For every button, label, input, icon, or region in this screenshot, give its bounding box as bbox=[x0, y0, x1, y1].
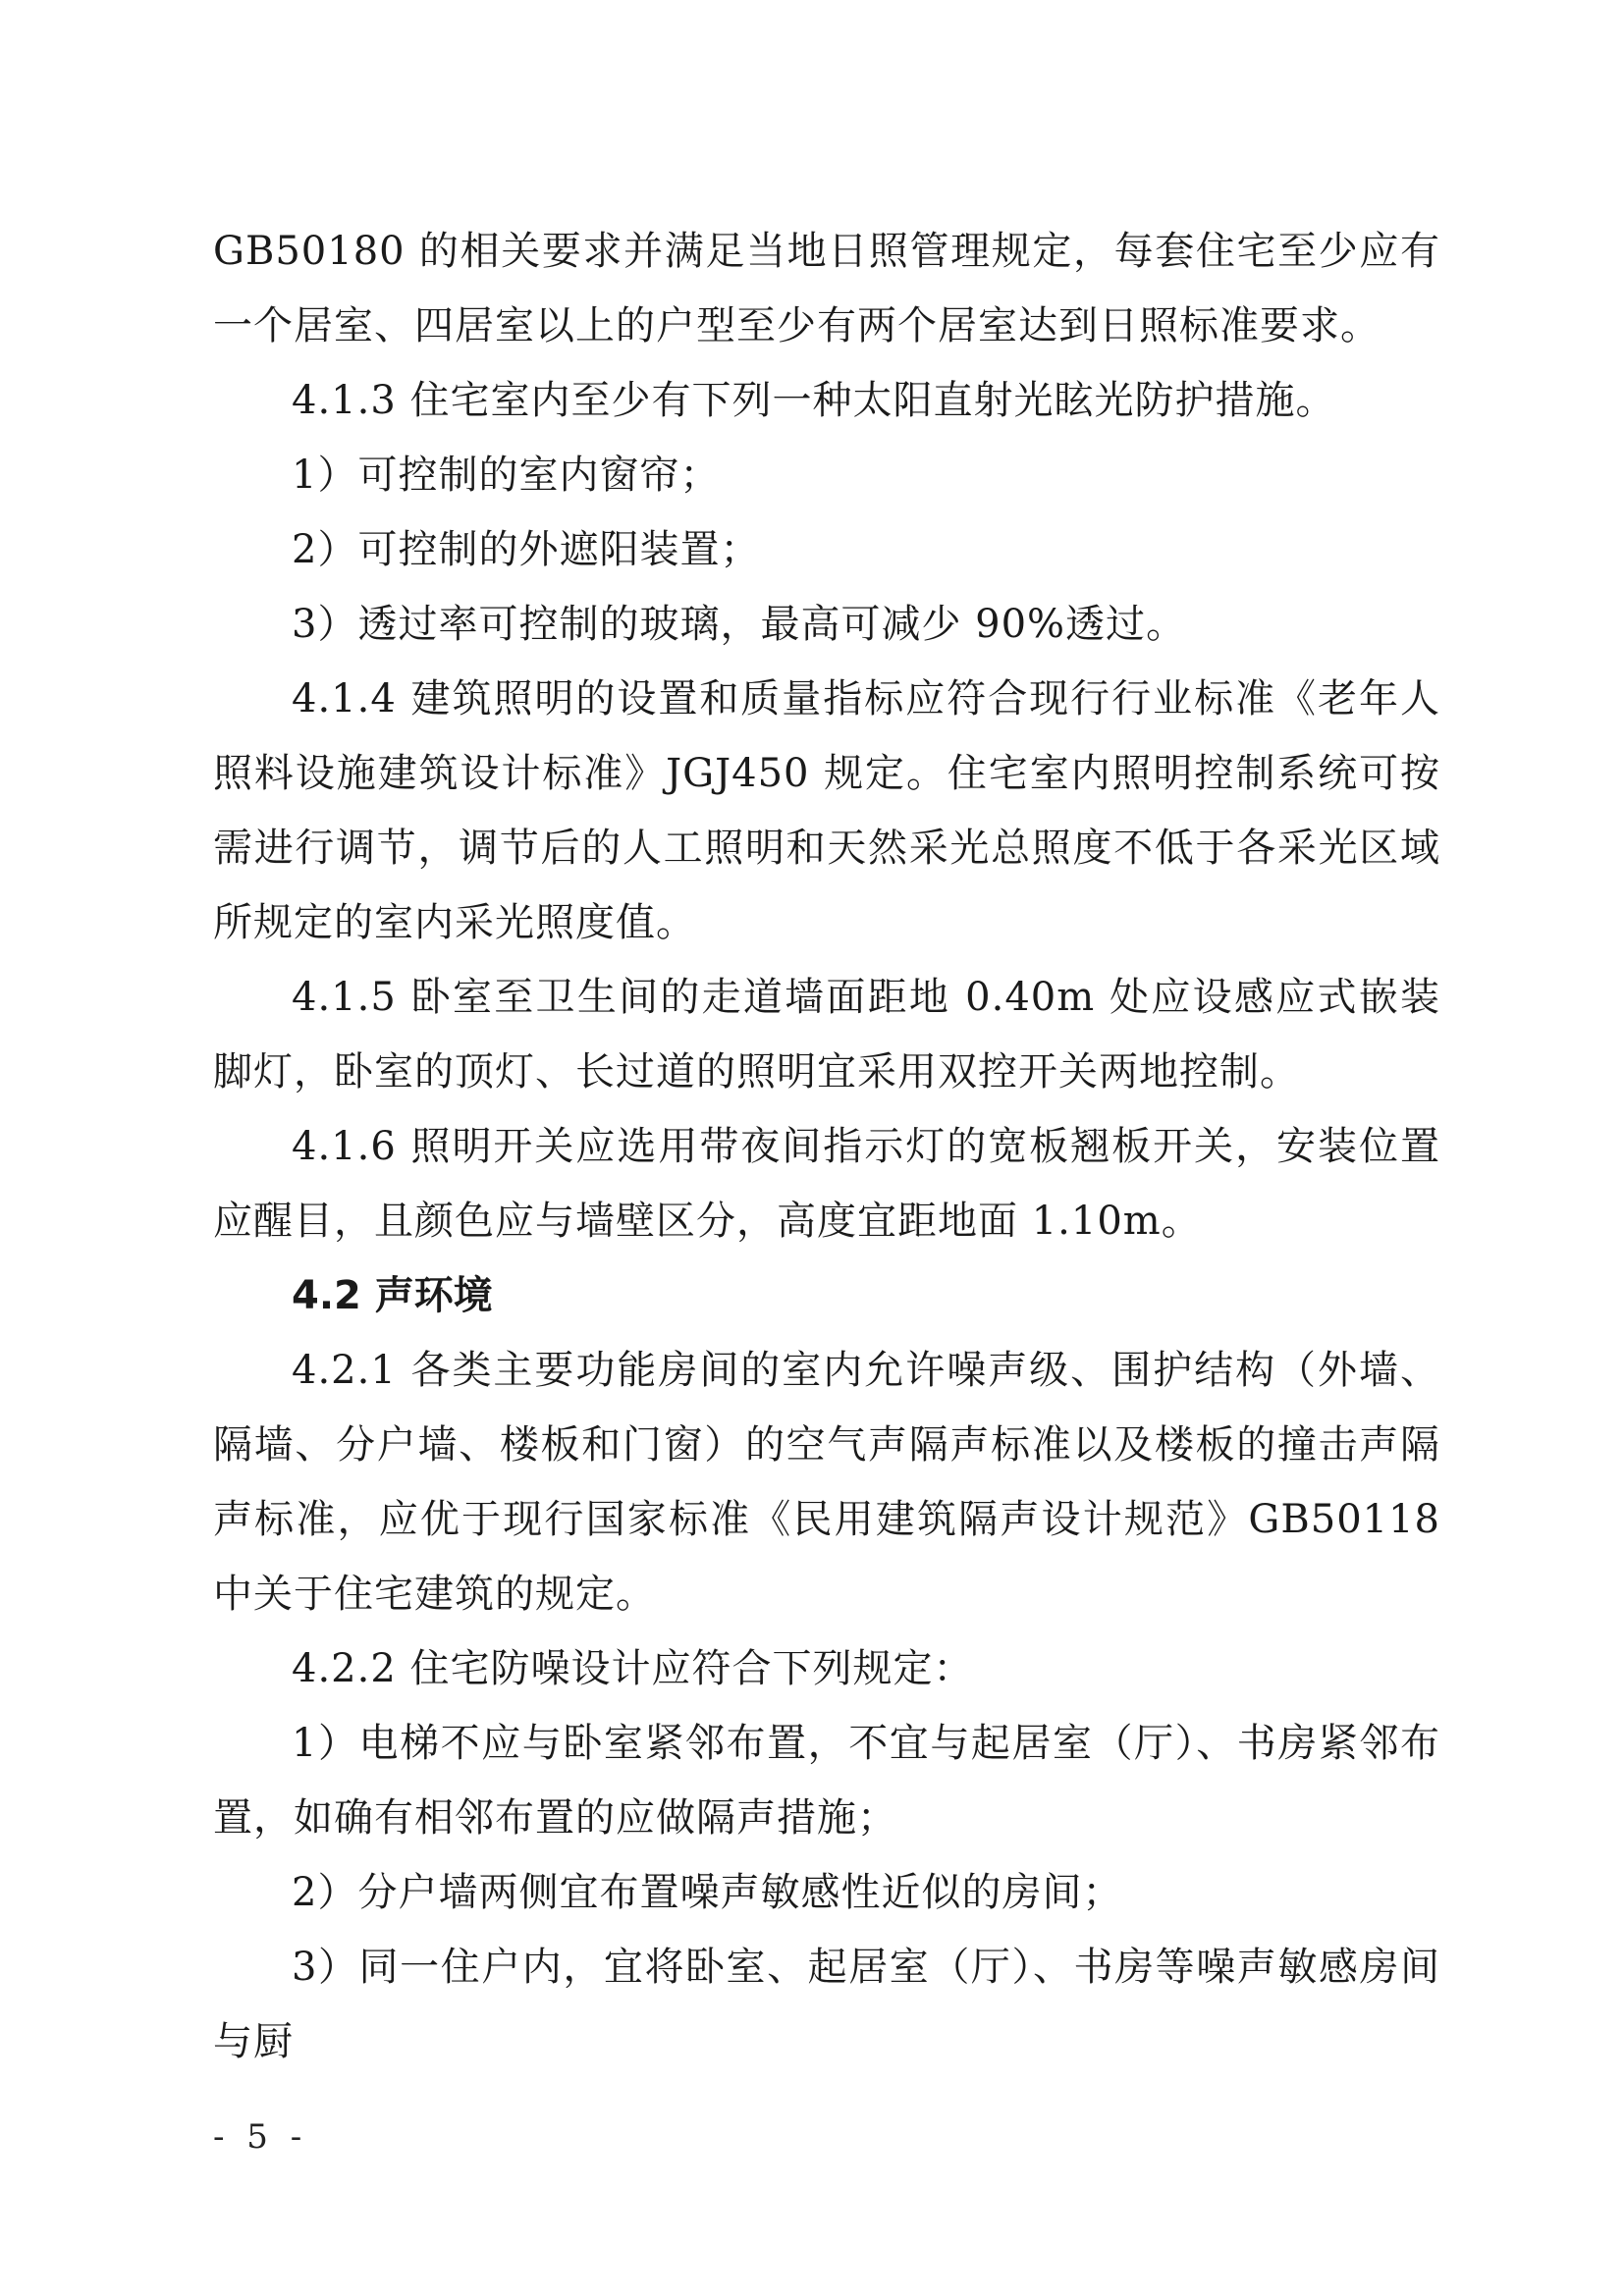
clause-4-2-1: 4.2.1 各类主要功能房间的室内允许噪声级、围护结构（外墙、隔墙、分户墙、楼板和门窗）的空气声隔声标准以及楼板的撞击声隔声标准，应优于现行国家标准《民用建筑隔声设计规范》GB50118 中关于住宅建筑的规定。 bbox=[213, 1348, 1440, 1617]
clause-4-1-3: 4.1.3 住宅室内至少有下列一种太阳直射光眩光防护措施。 bbox=[292, 378, 1336, 423]
clause-4-1-4: 4.1.4 建筑照明的设置和质量指标应符合现行行业标准《老年人照料设施建筑设计标准》JGJ450 规定。住宅室内照明控制系统可按需进行调节，调节后的人工照明和天然采光总照度不低于各采光区域所规定的室内采光照度值。 bbox=[213, 676, 1440, 945]
clause-4-1-6: 4.1.6 照明开关应选用带夜间指示灯的宽板翘板开关，安装位置应醒目，且颜色应与墙壁区分，高度宜距地面 1.10m。 bbox=[213, 1124, 1440, 1244]
clause-4-1-5: 4.1.5 卧室至卫生间的走道墙面距地 0.40m 处应设感应式嵌装脚灯，卧室的顶灯、长过道的照明宜采用双控开关两地控制。 bbox=[213, 975, 1440, 1095]
page-number: - 5 - bbox=[213, 2117, 308, 2157]
section-heading-4-2: 4.2 声环境 bbox=[292, 1273, 493, 1318]
list-item-1: 1）可控制的室内窗帘； bbox=[292, 453, 721, 498]
document-body bbox=[213, 214, 1440, 2079]
clause-4-2-2: 4.2.2 住宅防噪设计应符合下列规定： bbox=[292, 1646, 974, 1691]
list-item-2: 2）可控制的外遮阳装置； bbox=[292, 527, 761, 572]
list-item-2: 2）分户墙两侧宜布置噪声敏感性近似的房间； bbox=[292, 1870, 1123, 1915]
list-item-1: 1）电梯不应与卧室紧邻布置，不宜与起居室（厅）、书房紧邻布置，如确有相邻布置的应做隔声措施； bbox=[213, 1721, 1440, 1841]
list-item-3: 3）透过率可控制的玻璃，最高可减少 90%透过。 bbox=[292, 602, 1187, 647]
list-item-3: 3）同一住户内，宜将卧室、起居室（厅）、书房等噪声敏感房间与厨 bbox=[213, 1945, 1440, 2064]
paragraph-continuation: GB50180 的相关要求并满足当地日照管理规定，每套住宅至少应有一个居室、四居室以上的户型至少有两个居室达到日照标准要求。 bbox=[213, 229, 1440, 348]
